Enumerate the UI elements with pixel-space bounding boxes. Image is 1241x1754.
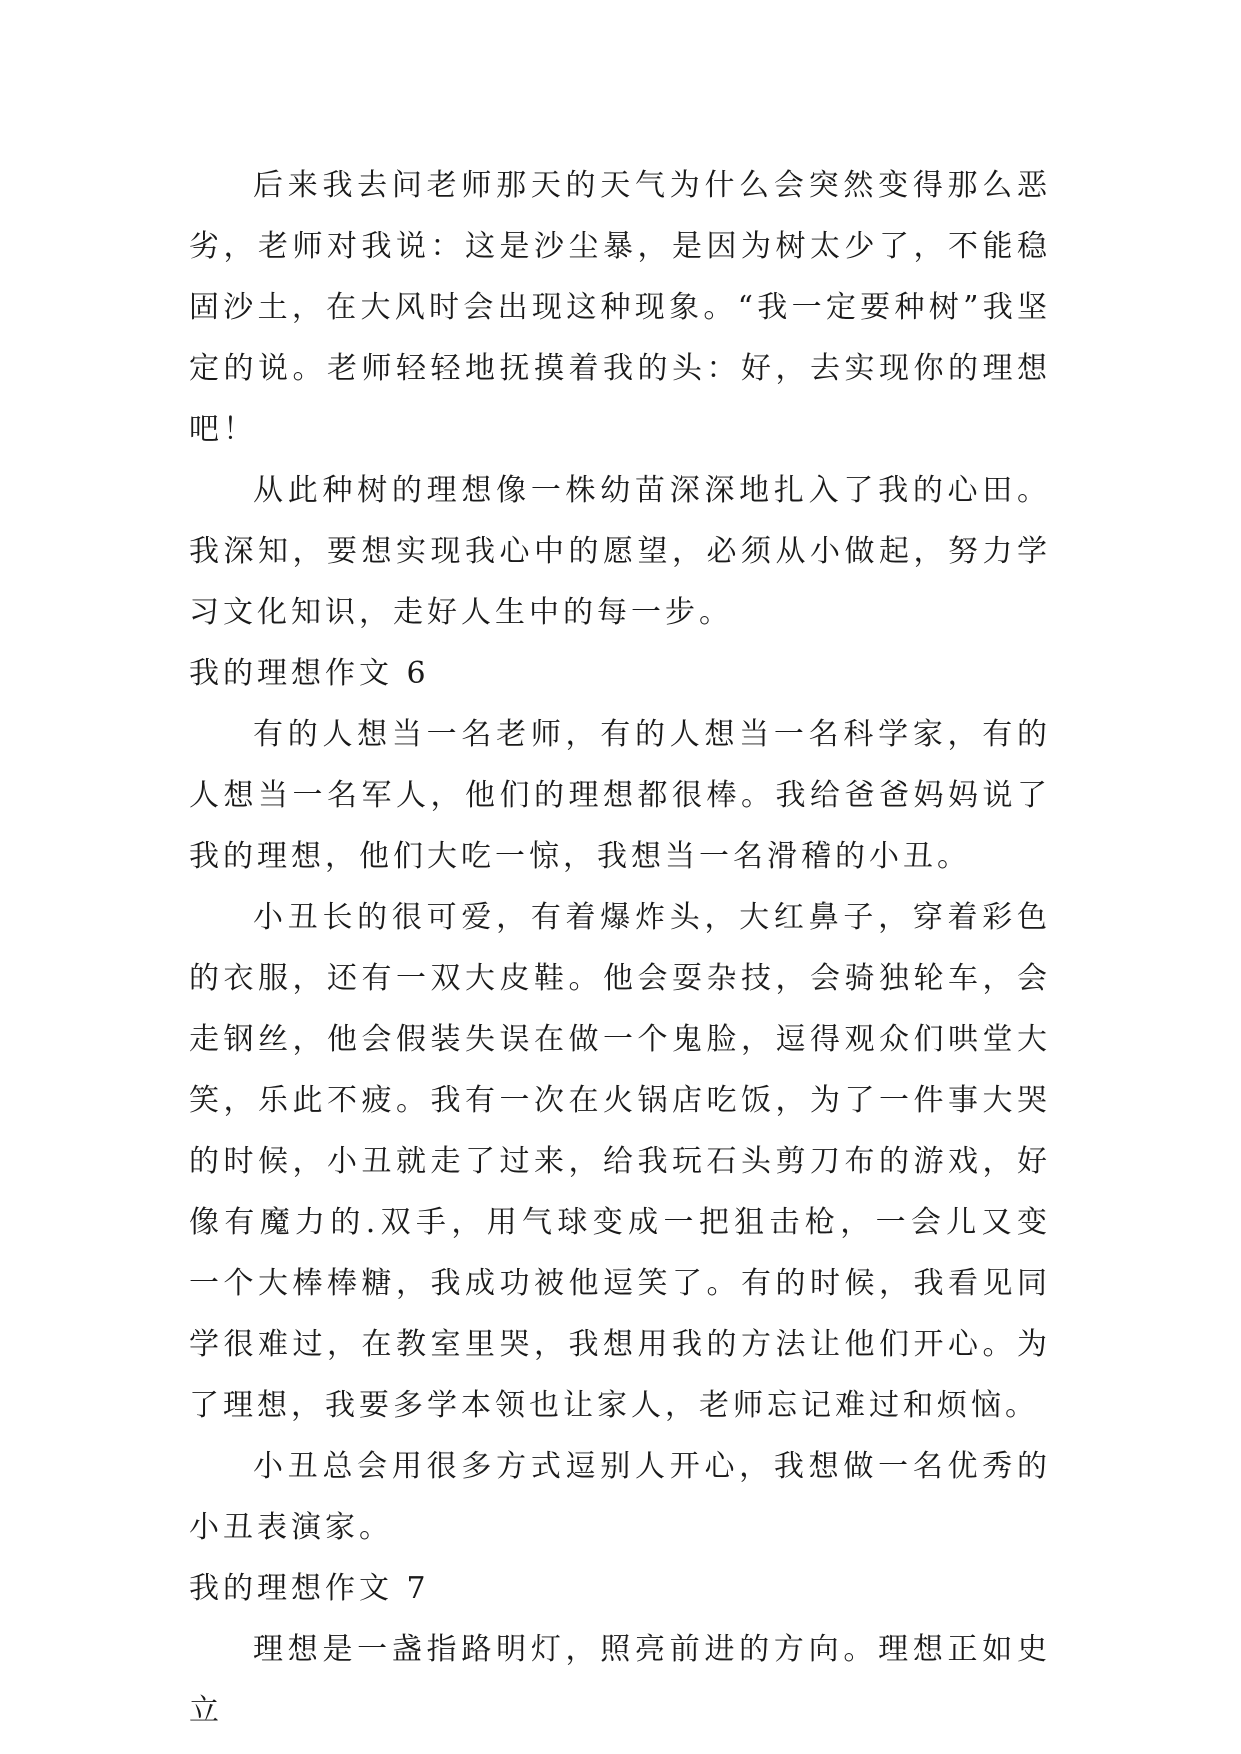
essay-heading-6: 我的理想作文 6 xyxy=(189,656,430,691)
paragraph-sandstorm: 后来我去问老师那天的天气为什么会突然变得那么恶劣，老师对我说：这是沙尘暴，是因为树太少了，不能稳固沙土，在大风时会出现这种现象。“我一定要种树”我坚定的说。老师轻轻地抚摸着我的头：好，去实现你的理想吧！ xyxy=(189,168,1051,447)
paragraph-tree-dream: 从此种树的理想像一株幼苗深深地扎入了我的心田。我深知，要想实现我心中的愿望，必须从小做起，努力学习文化知识，走好人生中的每一步。 xyxy=(189,473,1051,630)
document-body xyxy=(189,155,1051,1741)
paragraph-ideal-lamp: 理想是一盏指路明灯，照亮前进的方向。理想正如史立 xyxy=(189,1632,1051,1728)
paragraph-clown-goal: 小丑总会用很多方式逗别人开心，我想做一名优秀的小丑表演家。 xyxy=(189,1449,1051,1545)
paragraph-clown-intro: 有的人想当一名老师，有的人想当一名科学家，有的人想当一名军人，他们的理想都很棒。我给爸爸妈妈说了我的理想，他们大吃一惊，我想当一名滑稽的小丑。 xyxy=(189,717,1051,874)
essay-heading-7: 我的理想作文 7 xyxy=(189,1571,430,1606)
paragraph-clown-description: 小丑长的很可爱，有着爆炸头，大红鼻子，穿着彩色的衣服，还有一双大皮鞋。他会耍杂技，会骑独轮车，会走钢丝，他会假装失误在做一个鬼脸，逗得观众们哄堂大笑，乐此不疲。我有一次在火锅店吃饭，为了一件事大哭的时候，小丑就走了过来，给我玩石头剪刀布的游戏，好像有魔力的.双手，用气球变成一把狙击枪，一会儿又变一个大棒棒糖，我成功被他逗笑了。有的时候，我看见同学很难过，在教室里哭，我想用我的方法让他们开心。为了理想，我要多学本领也让家人，老师忘记难过和烦恼。 xyxy=(189,900,1051,1423)
